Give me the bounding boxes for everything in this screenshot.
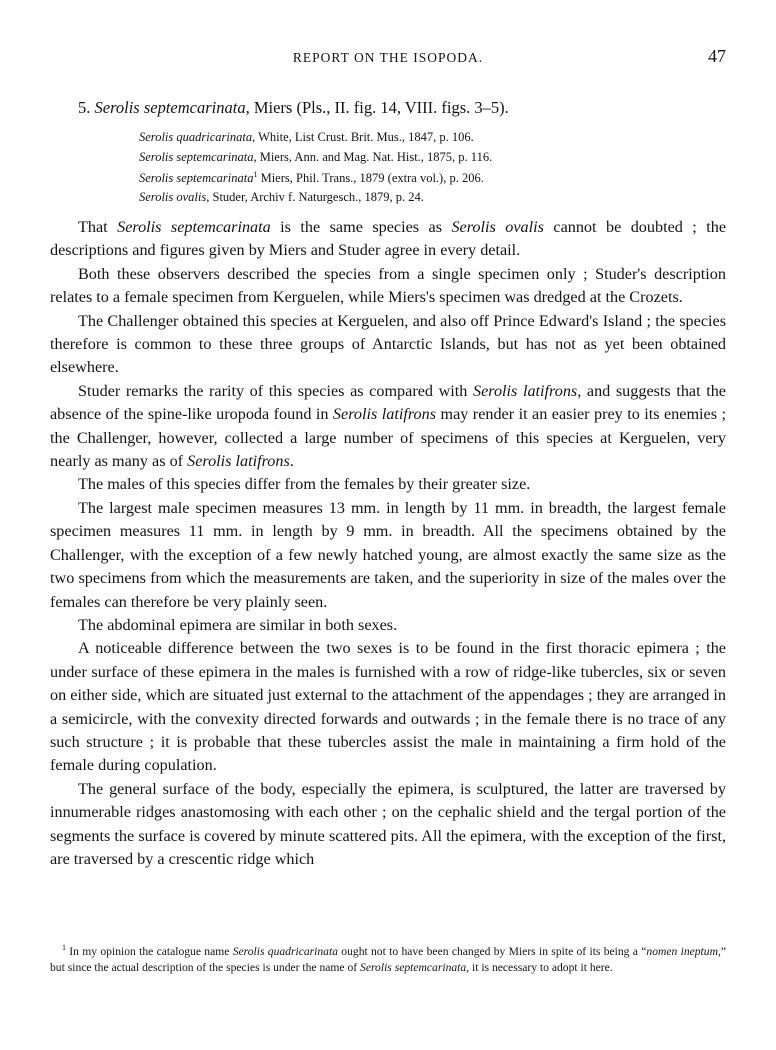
species-plates: , Miers (Pls., II. fig. 14, VIII. figs. 3–5).: [245, 98, 509, 117]
footnote-marker: 1: [62, 943, 66, 952]
paragraph: The largest male specimen measures 13 mm. in length by 11 mm. in breadth, the largest female specimen measures 11 mm. in length by 9 mm. in breadth. All the specimens obtained by the Challenger, with the exception of a few newly hatched young, are almost exactly the same size as the two specimens from which the measurements are taken, and the superiority in size of the males over the females can therefore be very plainly seen.: [50, 498, 726, 611]
paragraph: The Challenger obtained this species at Kerguelen, and also off Prince Edward's Island ; the species therefore is common to these three groups of Antarctic Islands, but has not as yet been obtained elsewhere.: [50, 311, 726, 377]
paragraph: The males of this species differ from the females by their greater size.: [78, 475, 531, 494]
synonymy-line: [139, 190, 424, 205]
page-number: 47: [708, 46, 726, 66]
species-name: Serolis septemcarinata: [94, 98, 246, 117]
synonym-name: Serolis septemcarinata: [139, 150, 254, 164]
species-number: 5.: [78, 98, 91, 117]
running-title: REPORT ON THE ISOPODA.: [292, 50, 484, 65]
synonym-name: Serolis quadricarinata: [139, 130, 253, 144]
paragraph: The general surface of the body, especially the epimera, is sculptured, the latter are traversed by innumerable ridges anastomosing with each other ; on the cephalic shield and the tergal portion of the segments the surface is covered by minute scattered pits. All the epimera, with the exception of the first, are traversed by a crescentic ridge which: [50, 779, 726, 868]
footnote-marker: 1: [253, 170, 258, 179]
synonymy-line: [139, 150, 492, 165]
paragraph: The abdominal epimera are similar in both sexes.: [78, 615, 398, 634]
synonym-reference: , White, List Crust. Brit. Mus., 1847, p. 106.: [252, 130, 474, 144]
paragraph: Both these observers described the species from a single specimen only ; Studer's description relates to a female specimen from Kerguelen, while Miers's specimen was dredged at the Crozets.: [50, 264, 726, 307]
paragraph: A noticeable difference between the two sexes is to be found in the first thoracic epimera ; the under surface of these epimera in the males is furnished with a row of ridge-like tubercles, six or seven on either side, which are situated just external to the attachment of the appendages ; they are arranged in a semicircle, with the convexity directed forwards and outwards ; in the female there is no trace of any such structure ; it is probable that these tubercles assist the male in maintaining a firm hold of the female during copulation.: [50, 639, 726, 775]
synonymy-line: [139, 170, 484, 186]
species-heading: [78, 98, 509, 118]
synonym-name: Serolis ovalis: [139, 190, 207, 204]
paragraph: Studer remarks the rarity of this species as compared with Serolis latifrons, and suggests that the absence of the spine-like uropoda found in Serolis latifrons may render it an easier prey to its enemies ; the Challenger, however, collected a large number of specimens of this species at Kerguelen, very nearly as many as of Serolis latifrons.: [50, 381, 726, 471]
footnote: $^1$ In my opinion the catalogue name Serolis quadricarinata ought not to have been changed by Miers in spite of its being a “nomen ineptum,” but since the actual description of the species is under the name of Serolis septemcarinata, it is necessary to adopt it here.: [50, 943, 726, 974]
body-text: [50, 216, 726, 871]
synonym-reference: , Miers, Ann. and Mag. Nat. Hist., 1875, p. 116.: [253, 150, 493, 164]
paragraph: That Serolis septemcarinata is the same species as Serolis ovalis cannot be doubted ; the descriptions and figures given by Miers and Studer agree in every detail.: [50, 218, 726, 260]
synonym-reference: Miers, Phil. Trans., 1879 (extra vol.), p. 206.: [257, 171, 484, 186]
synonym-name: Serolis septemcarinata: [139, 171, 254, 186]
synonymy-line: [139, 130, 474, 145]
synonym-reference: , Studer, Archiv f. Naturgesch., 1879, p. 24.: [206, 190, 424, 204]
running-header: [50, 46, 726, 70]
